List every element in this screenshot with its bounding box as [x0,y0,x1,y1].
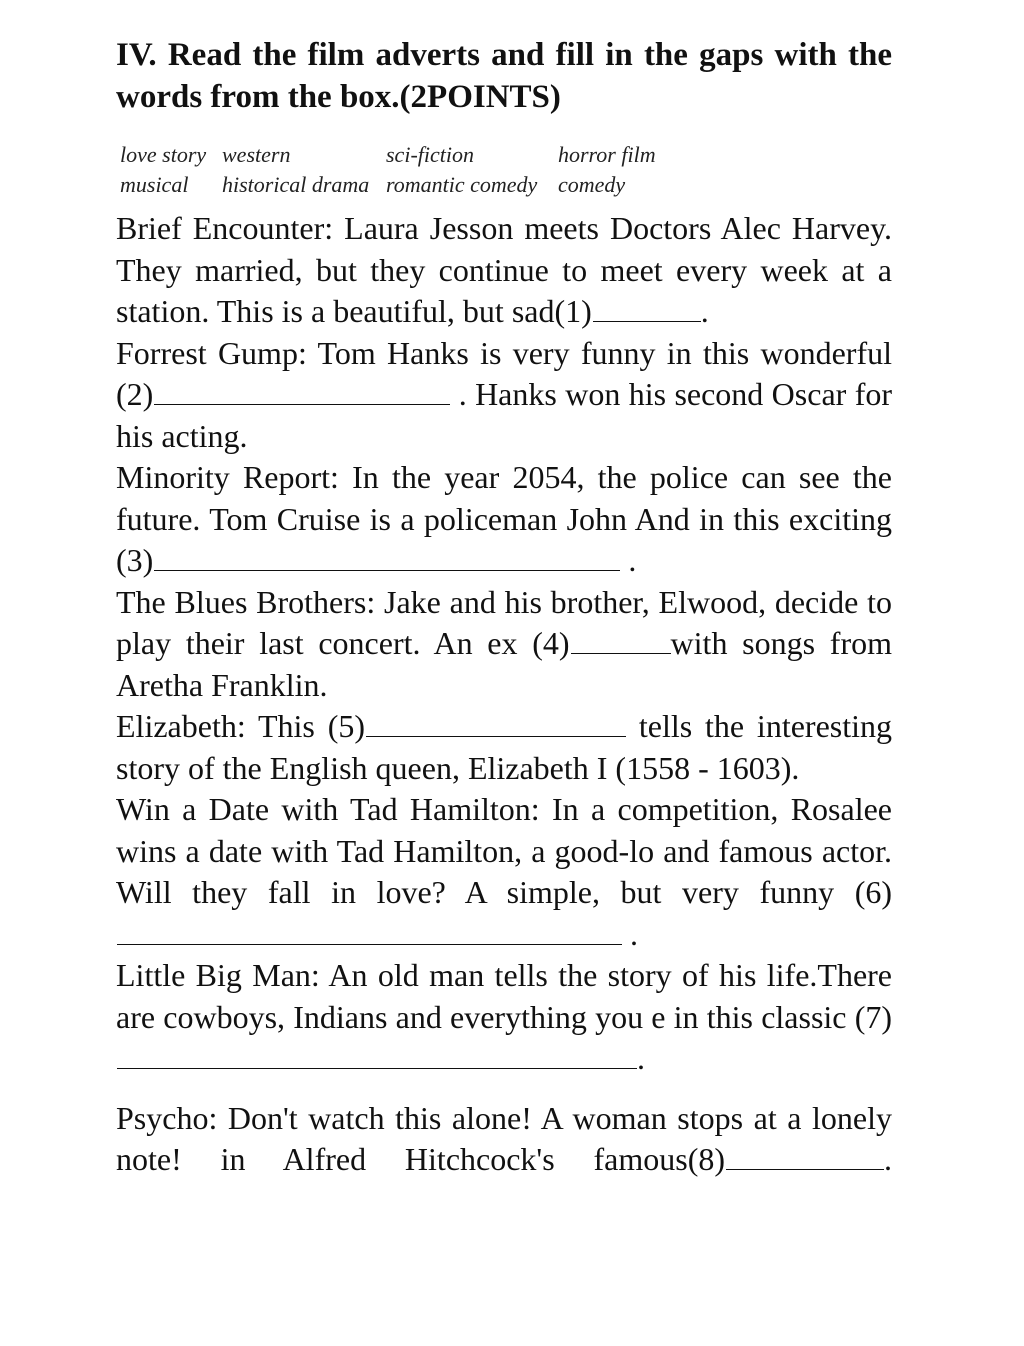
exercise-4-end: with songs from Aretha Franklin. [116,625,892,703]
gap-8[interactable] [726,1143,884,1170]
gap-7[interactable] [117,1042,637,1069]
exercise-5-text: Elizabeth: This (5) [116,708,366,744]
exercise-8-text: Psycho: Don't watch this alone! A woman stops at a lonely note! in Alfred Hitchcock's famous(8) [116,1099,892,1177]
word-love-story: love story [120,142,207,167]
exercise-4 [116,582,892,707]
exercise-7 [116,955,892,1080]
word-historical-drama: historical drama [222,172,370,197]
gap-5[interactable] [366,710,626,737]
exercise-1 [116,208,892,333]
exercise-8 [116,1098,892,1181]
exercise-6-text: Win a Date with Tad Hamilton: In a competition, Rosalee wins a date with Tad Hamilton, a good-lo and famous actor. Will they fall in love? A simple, but very funny (6) [116,791,892,910]
gap-1[interactable] [593,295,701,322]
word-horror-film: horror film [558,142,656,167]
word-box [116,140,892,208]
exercise-7-end: . [637,1040,645,1076]
word-sci-fiction: sci-fiction [386,142,474,167]
gap-4[interactable] [571,627,671,654]
word-western: western [222,142,291,167]
exercise-1-text: Brief Encounter: Laura Jesson meets Doctors Alec Harvey. They married, but they continue to meet every week at a station. This is a beautiful, but sad(1) [116,210,892,329]
exercise-8-end: . [884,1141,892,1177]
word-musical: musical [120,172,189,197]
exercise-3-text: Minority Report: In the year 2054, the police can see the future. Tom Cruise is a policeman John And in this exciting (3) [116,459,892,578]
exercise-1-end: . [700,293,709,329]
exercise-2-end: . Hanks won his second Oscar for his acting. [116,376,892,454]
exercise-2-text: Forrest Gump: Tom Hanks is very funny in this wonderful (2) [116,334,892,412]
gap-2[interactable] [154,378,450,405]
task-title: IV. Read the film adverts and fill in the gaps with the words from the box.(2POINTS) [116,37,892,115]
exercise-3-end: . [620,542,637,578]
exercise-3 [116,457,892,582]
gap-3[interactable] [154,544,620,571]
exercise-6-end: . [622,915,638,952]
worksheet-page [116,34,892,1181]
exercise-6 [116,789,892,955]
exercise-5 [116,706,892,789]
gap-6[interactable] [117,918,622,945]
exercise-7-text: Little Big Man: An old man tells the story of his life.There are cowboys, Indians and everything you e in this classic (7) [116,957,892,1035]
exercise-4-text: The Blues Brothers: Jake and his brother, Elwood, decide to play their last concert. An ex (4) [116,583,892,661]
word-romantic-comedy: romantic comedy [386,172,538,197]
exercise-2 [116,333,892,458]
word-comedy: comedy [558,172,626,197]
exercise-5-end: tells the interesting story of the English queen, Elizabeth I (1558 - 1603). [116,708,893,786]
